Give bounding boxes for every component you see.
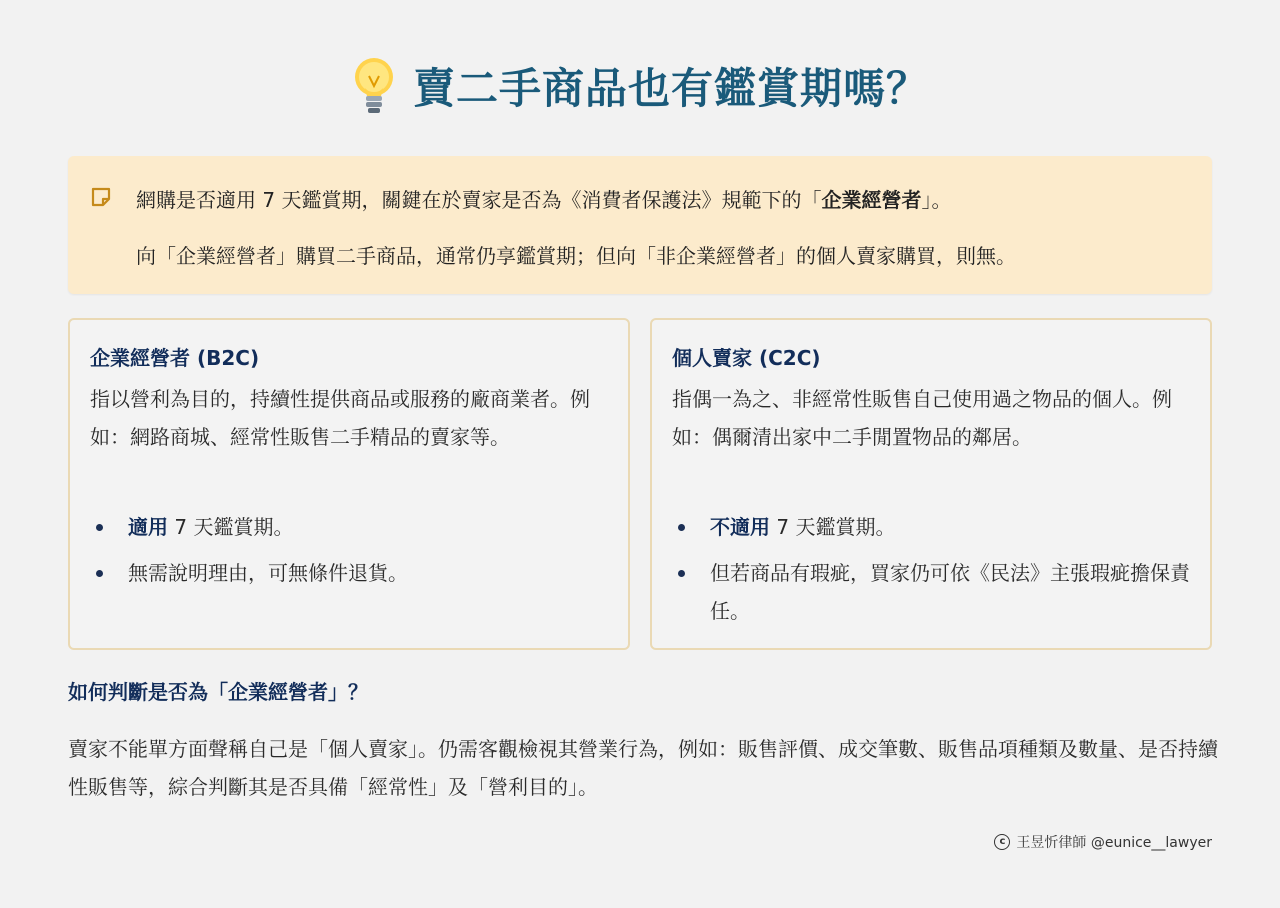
summary-line-1-post: 」。 [921,188,952,212]
judgement-body: 賣家不能單方面聲稱自己是「個人賣家」。仍需客觀檢視其營業行為，例如：販售評價、成交筆數、販售品項種類及數量、是否持續性販售等，綜合判斷其是否具備「經常性」及「營利目的」。 [68,737,1218,799]
list-item [672,508,1197,546]
c2c-bullet-1-strong: 不適用 [710,515,770,539]
list-item [90,554,615,592]
summary-line-2: 向「企業經營者」購買二手商品，通常仍享鑑賞期；但向「非企業經營者」的個人賣家購買，則無。 [136,244,1016,268]
judgement-heading: 如何判斷是否為「企業經營者」？ [68,680,368,704]
list-item [672,554,1197,630]
credit-text: 王昱忻律師 @eunice__lawyer [1016,835,1212,851]
copyright-icon: c [994,834,1010,850]
credit [994,832,1212,852]
c2c-bullet-2: 但若商品有瑕疵，買家仍可依《民法》主張瑕疵擔保責任。 [710,561,1190,623]
b2c-card-heading: 企業經營者 (B2C) [90,346,260,370]
b2c-bullet-2: 無需說明理由，可無條件退貨。 [128,561,408,585]
title-row [0,56,1280,116]
page-title: 賣二手商品也有鑑賞期嗎？ [412,64,929,113]
lightbulb-icon [351,56,397,116]
b2c-bullet-1-rest: 7 天鑑賞期。 [168,515,294,539]
list-item [90,508,615,546]
c2c-card-heading: 個人賣家 (C2C) [672,346,821,370]
note-icon [90,186,112,208]
c2c-card-list [672,508,1197,638]
summary-line-1-strong: 企業經營者 [821,188,922,212]
summary-line-1 [136,184,951,213]
summary-line-1-pre: 網購是否適用 7 天鑑賞期，關鍵在於賣家是否為《消費者保護法》規範下的「 [136,188,822,212]
c2c-card-description: 指偶一為之、非經常性販售自己使用過之物品的個人。例如：偶爾清出家中二手閒置物品的鄰居。 [672,387,1172,449]
c2c-card [650,318,1212,650]
b2c-card [68,318,630,650]
c2c-bullet-1-rest: 7 天鑑賞期。 [770,515,896,539]
b2c-bullet-1-strong: 適用 [128,515,168,539]
b2c-card-description: 指以營利為目的，持續性提供商品或服務的廠商業者。例如：網路商城、經常性販售二手精品的賣家等。 [90,387,590,449]
summary-callout [68,156,1212,294]
b2c-card-list [90,508,615,600]
